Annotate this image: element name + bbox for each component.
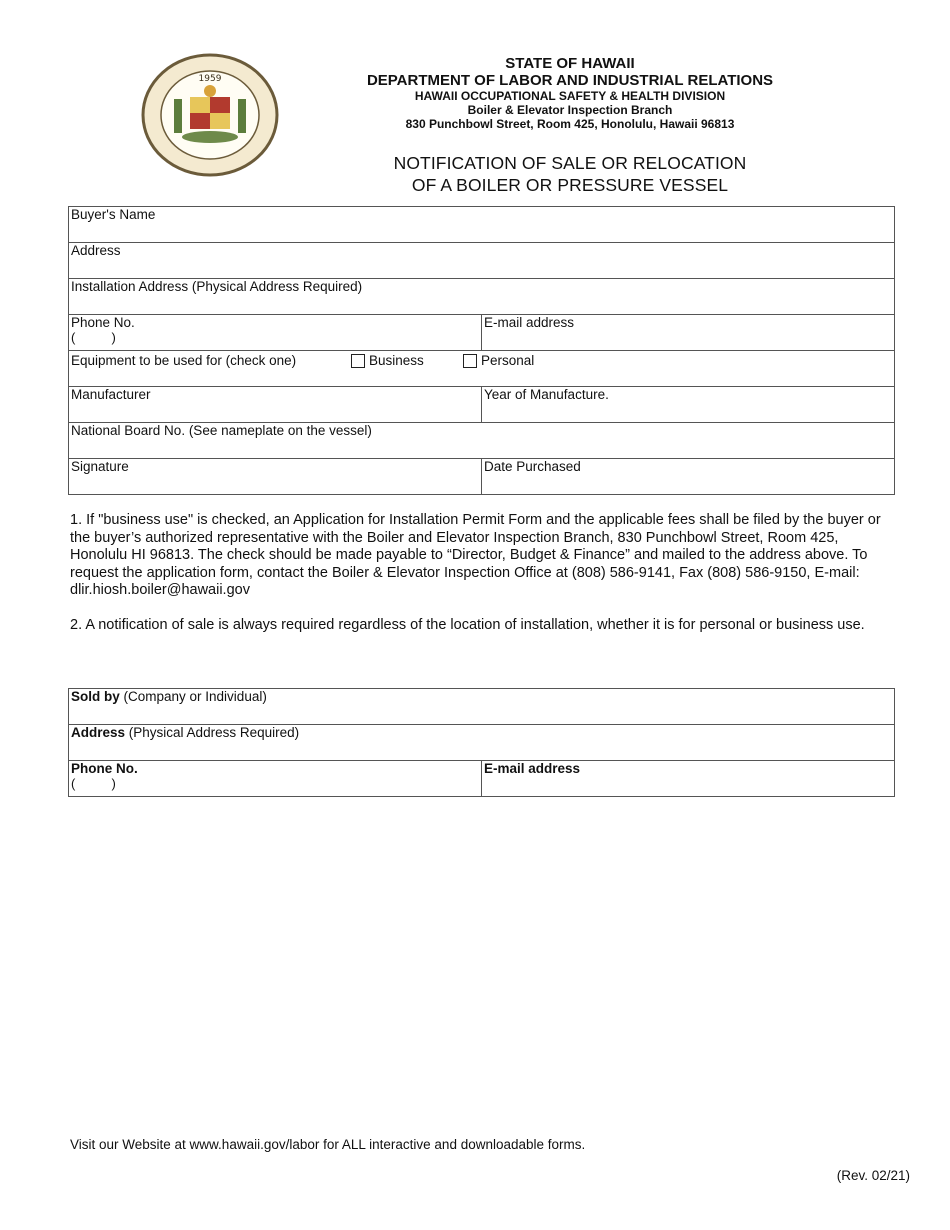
title-line-2: OF A BOILER OR PRESSURE VESSEL — [411, 175, 729, 195]
note-2: 2. A notification of sale is always required regardless of the location of installation, whether it is for personal or business use. — [70, 616, 865, 633]
agency-address: 830 Punchbowl Street, Room 425, Honolulu, Hawaii 96813 — [405, 117, 735, 131]
note-1: 1. If "business use" is checked, an Application for Installation Permit Form and the applicable fees shall be filed by the buyer or the buyer’s authorized representative with the Boiler and Elevator Inspection Branch, 830 Punchbowl Street, Room 425, Honolulu HI 96813. The check should be made payable to “Director, Budget & Finance” and mailed to the address above. To request the application form, contact the Boiler & Elevator Inspection Office at (808) 586-9141, Fax (808) 586-9150, E-mail: dlir.hiosh.boiler@hawaii.gov — [70, 512, 881, 598]
personal-checkbox[interactable] — [463, 354, 477, 368]
business-label: Business — [369, 353, 424, 368]
year-of-manufacture-field[interactable] — [482, 387, 895, 423]
manufacturer-field[interactable] — [69, 387, 482, 423]
buyer-email-field[interactable] — [482, 315, 895, 351]
sold-by-hint: (Company or Individual) — [119, 689, 267, 704]
buyer-phone-label: Phone No. — [71, 315, 135, 330]
buyers-name-label: Buyer's Name — [71, 207, 156, 222]
buyers-name-field[interactable] — [69, 207, 895, 243]
national-board-label: National Board No. (See nameplate on the vessel) — [71, 423, 372, 438]
svg-text:1959: 1959 — [198, 74, 222, 84]
seller-phone-label: Phone No. — [71, 761, 138, 776]
buyer-phone-field[interactable] — [69, 315, 482, 351]
division-name: HAWAII OCCUPATIONAL SAFETY & HEALTH DIVISION — [414, 89, 726, 103]
sold-by-field[interactable] — [69, 689, 895, 725]
seller-phone-parens: ( ) — [71, 776, 116, 791]
equipment-use-label: Equipment to be used for (check one) — [71, 353, 297, 368]
personal-label: Personal — [481, 353, 535, 368]
state-seal — [140, 53, 280, 177]
seller-phone-field[interactable] — [69, 761, 482, 797]
buyer-phone-parens: ( ) — [71, 330, 116, 345]
business-checkbox[interactable] — [351, 354, 365, 368]
seller-address-label: Address — [71, 725, 126, 740]
seller-email-field[interactable] — [482, 761, 895, 797]
signature-label: Signature — [71, 459, 129, 474]
state-name: STATE OF HAWAII — [505, 55, 635, 72]
buyer-address-field[interactable] — [69, 243, 895, 279]
seller-address-field[interactable] — [69, 725, 895, 761]
date-purchased-label: Date Purchased — [484, 459, 581, 474]
national-board-field[interactable] — [69, 423, 895, 459]
installation-address-label: Installation Address (Physical Address Required) — [71, 279, 363, 294]
department-name: DEPARTMENT OF LABOR AND INDUSTRIAL RELATIONS — [366, 72, 774, 89]
buyer-email-label: E-mail address — [484, 315, 575, 330]
revision-number: (Rev. 02/21) — [836, 1168, 910, 1183]
seller-address-hint: (Physical Address Required) — [125, 725, 300, 740]
instructions — [70, 512, 895, 651]
date-purchased-field[interactable] — [482, 459, 895, 495]
equipment-use-row — [69, 351, 895, 387]
form-title — [340, 152, 800, 196]
agency-header — [340, 55, 800, 131]
seller-form-table — [68, 688, 895, 797]
sold-by-label: Sold by — [71, 689, 120, 704]
buyer-address-label: Address — [71, 243, 121, 258]
branch-name: Boiler & Elevator Inspection Branch — [467, 103, 673, 117]
manufacturer-label: Manufacturer — [71, 387, 151, 402]
title-line-1: NOTIFICATION OF SALE OR RELOCATION — [393, 153, 747, 173]
seller-email-label: E-mail address — [484, 761, 581, 776]
installation-address-field[interactable] — [69, 279, 895, 315]
signature-field[interactable] — [69, 459, 482, 495]
year-of-manufacture-label: Year of Manufacture. — [484, 387, 609, 402]
buyer-form-table — [68, 206, 895, 495]
website-footer: Visit our Website at www.hawaii.gov/labor for ALL interactive and downloadable forms. — [70, 1137, 586, 1152]
